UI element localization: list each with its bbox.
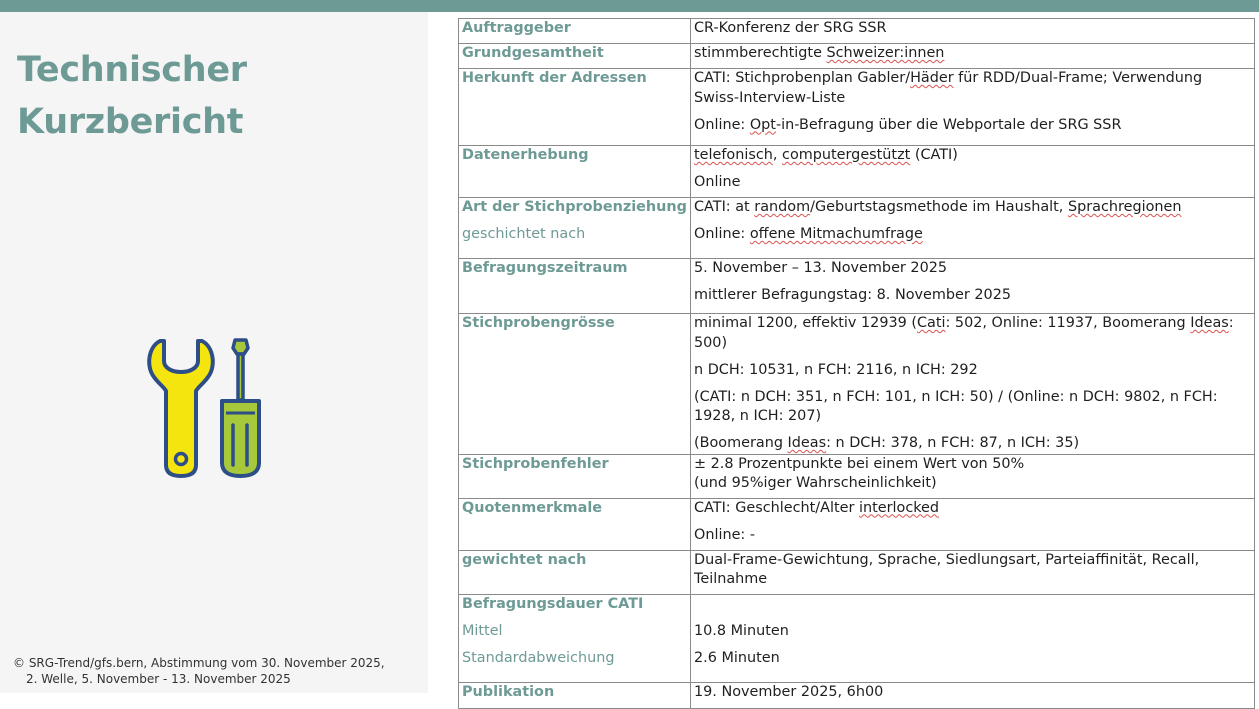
value-text: Ideas xyxy=(1190,315,1229,331)
value-text: , xyxy=(772,147,783,163)
value-text: /Geburtstagsmethode im Haushalt, xyxy=(810,199,1068,215)
table-row xyxy=(459,44,1255,69)
value-line: ± 2.8 Prozentpunkte bei einem Wert von 50% xyxy=(694,455,1025,472)
row-value xyxy=(691,454,1255,498)
row-label-text: Befragungsdauer CATI xyxy=(462,595,644,612)
value-line xyxy=(694,314,1251,353)
value-line xyxy=(694,116,1251,136)
table-row xyxy=(459,682,1255,708)
value-text: -in-Befragung über die Webportale der SRG SSR xyxy=(775,116,1122,133)
row-value xyxy=(691,259,1255,314)
row-label: gewichtet nach xyxy=(459,550,691,594)
value-text: : n DCH: 378, n FCH: 87, n ICH: 35) xyxy=(826,435,1080,451)
top-accent-bar xyxy=(0,0,1259,12)
screwdriver-icon xyxy=(233,340,248,354)
value-line: (CATI: n DCH: 351, n FCH: 101, n ICH: 50) / (Online: n DCH: 9802, n FCH: 1928, n ICH: 207) xyxy=(694,388,1218,424)
row-value xyxy=(691,44,1255,69)
page-title xyxy=(17,44,247,148)
row-label: Stichprobengrösse xyxy=(459,314,691,455)
row-label: Publikation xyxy=(459,682,691,708)
value-line xyxy=(694,198,1251,218)
value-text: für RDD/Dual-Frame; Verwendung Swiss-Interview-Liste xyxy=(694,70,1203,106)
value-line xyxy=(694,434,1251,454)
wrench-icon xyxy=(149,341,213,476)
row-label-text: Art der Stichprobenziehung xyxy=(462,199,687,215)
table-row xyxy=(459,259,1255,314)
value-line xyxy=(694,499,1251,519)
footer-line-1: © SRG-Trend/gfs.bern, Abstimmung vom 30. November 2025, xyxy=(13,656,385,670)
value-text: telefonisch xyxy=(694,147,773,163)
value-text: : 502, Online: 11937, Boomerang xyxy=(945,315,1191,331)
row-value: CR-Konferenz der SRG SSR xyxy=(691,19,1255,44)
footer-line-2: 2. Welle, 5. November - 13. November 2025 xyxy=(26,672,291,686)
value-text: Häder xyxy=(910,70,954,86)
row-label xyxy=(459,198,691,259)
value-text: : 500) xyxy=(694,315,1234,351)
value-text: computergestützt xyxy=(782,147,911,163)
value-line xyxy=(694,225,1251,245)
technical-report-table xyxy=(458,18,1255,709)
value-text: Opt xyxy=(749,116,776,133)
table-row xyxy=(459,146,1255,198)
value-line: 2.6 Minuten xyxy=(694,649,780,666)
table-row xyxy=(459,550,1255,594)
row-sublabel: Standardabweichung xyxy=(462,649,615,666)
row-label: Quotenmerkmale xyxy=(459,498,691,550)
value-text: (Boomerang xyxy=(694,435,788,451)
value-text: CATI: Geschlecht/Alter xyxy=(694,499,859,516)
value-text: Cati xyxy=(916,315,946,331)
value-text: Sprachregionen xyxy=(1067,199,1182,215)
value-text: offene Mitmachumfrage xyxy=(749,226,923,242)
value-text: CATI: at xyxy=(694,199,755,215)
value-line: (und 95%iger Wahrscheinlichkeit) xyxy=(694,475,937,491)
table-row xyxy=(459,498,1255,550)
value-line: n DCH: 10531, n FCH: 2116, n ICH: 292 xyxy=(694,361,978,378)
value-line: Online: - xyxy=(694,526,756,543)
value-text: minimal 1200, effektiv 12939 ( xyxy=(694,315,917,331)
row-value xyxy=(691,594,1255,682)
value-text: interlocked xyxy=(858,499,940,516)
row-value xyxy=(691,314,1255,455)
value-line xyxy=(694,69,1251,108)
row-value xyxy=(691,198,1255,259)
table-row xyxy=(459,198,1255,259)
value-line xyxy=(694,146,1251,166)
row-value: Dual-Frame-Gewichtung, Sprache, Siedlungsart, Parteiaffinität, Recall, Teilnahme xyxy=(691,550,1255,594)
value-text: Ideas xyxy=(787,435,827,451)
row-label: Befragungszeitraum xyxy=(459,259,691,314)
row-label xyxy=(459,594,691,682)
table-row xyxy=(459,314,1255,455)
row-label: Herkunft der Adressen xyxy=(459,69,691,146)
row-label: Auftraggeber xyxy=(459,19,691,44)
row-sublabel: geschichtet nach xyxy=(462,226,586,242)
row-value: 19. November 2025, 6h00 xyxy=(691,682,1255,708)
value-text: Online: xyxy=(694,116,750,133)
value-line: 10.8 Minuten xyxy=(694,622,789,639)
row-sublabel: Mittel xyxy=(462,622,503,639)
value-line: mittlerer Befragungstag: 8. November 2025 xyxy=(694,287,1012,303)
row-label: Grundgesamtheit xyxy=(459,44,691,69)
value-line: Online xyxy=(694,174,741,190)
table-row xyxy=(459,19,1255,44)
value-text: (CATI) xyxy=(910,147,958,163)
table-row xyxy=(459,454,1255,498)
title-line-1: Technischer xyxy=(17,50,247,90)
wrench-and-screwdriver-icon xyxy=(140,335,270,485)
value-text: CATI: Stichprobenplan Gabler/ xyxy=(694,70,911,86)
row-value xyxy=(691,69,1255,146)
value-text: stimmberechtigte xyxy=(694,45,827,61)
value-line: 5. November – 13. November 2025 xyxy=(694,260,948,276)
table-row xyxy=(459,594,1255,682)
row-value xyxy=(691,498,1255,550)
row-label: Stichprobenfehler xyxy=(459,454,691,498)
value-text: Online: xyxy=(694,226,750,242)
value-line-empty xyxy=(694,595,1251,615)
title-line-2: Kurzbericht xyxy=(17,102,244,142)
value-text: random xyxy=(754,199,811,215)
table-row xyxy=(459,69,1255,146)
row-value xyxy=(691,146,1255,198)
value-text: Schweizer:innen xyxy=(826,45,945,61)
row-label: Datenerhebung xyxy=(459,146,691,198)
footer-copyright xyxy=(13,655,385,687)
